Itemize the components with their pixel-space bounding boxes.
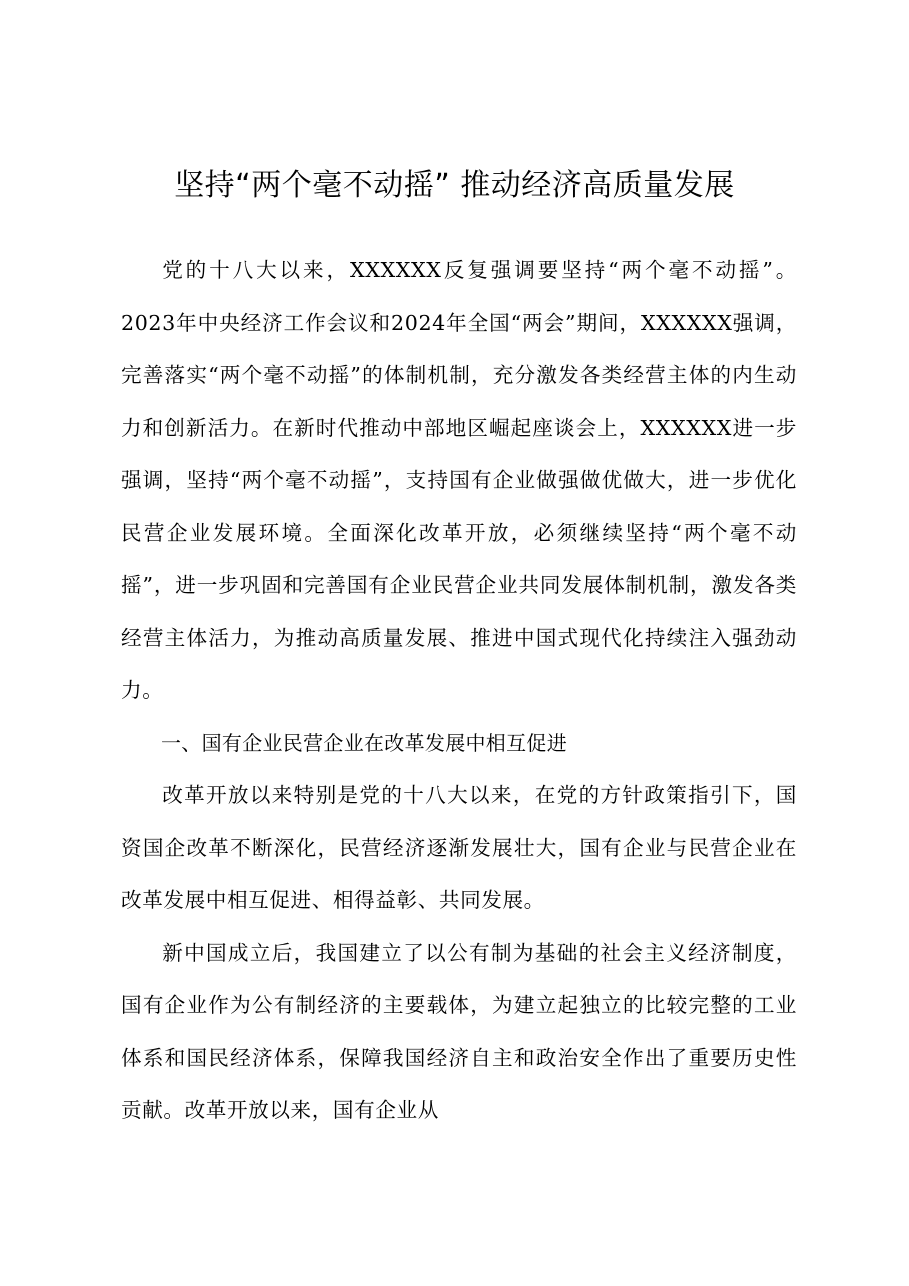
document-title: 坚持“两个毫不动摇” 推动经济高质量发展 [174,168,735,203]
document-body [121,244,797,1137]
section-paragraph: 改革开放以来特别是党的十八大以来，在党的方针政策指引下，国资国企改革不断深化，民营经济逐渐发展壮大，国有企业与民营企业在改革发展中相互促进、相得益彰、共同发展。 [121,783,797,912]
section-paragraph: 新中国成立后，我国建立了以公有制为基础的社会主义经济制度，国有企业作为公有制经济的主要载体，为建立起独立的比较完整的工业体系和国民经济体系，保障我国经济自主和政治安全作出了重要历史性贡献。改革开放以来，国有企业从 [121,940,797,1122]
intro-paragraph: 党的十八大以来，XXXXXX反复强调要坚持“两个毫不动摇”。2023年中央经济工作会议和2024年全国“两会”期间，XXXXXX强调，完善落实“两个毫不动摇”的体制机制，充分激发各类经营主体的内生动力和创新活力。在新时代推动中部地区崛起座谈会上，XXXXXX进一步强调，坚持“两个毫不动摇”，支持国有企业做强做优做大，进一步优化民营企业发展环境。全面深化改革开放，必须继续坚持“两个毫不动摇”，进一步巩固和完善国有企业民营企业共同发展体制机制，激发各类经营主体活力，为推动高质量发展、推进中国式现代化持续注入强劲动力。 [121,258,797,702]
section-heading: 一、国有企业民营企业在改革发展中相互促进 [161,730,567,755]
